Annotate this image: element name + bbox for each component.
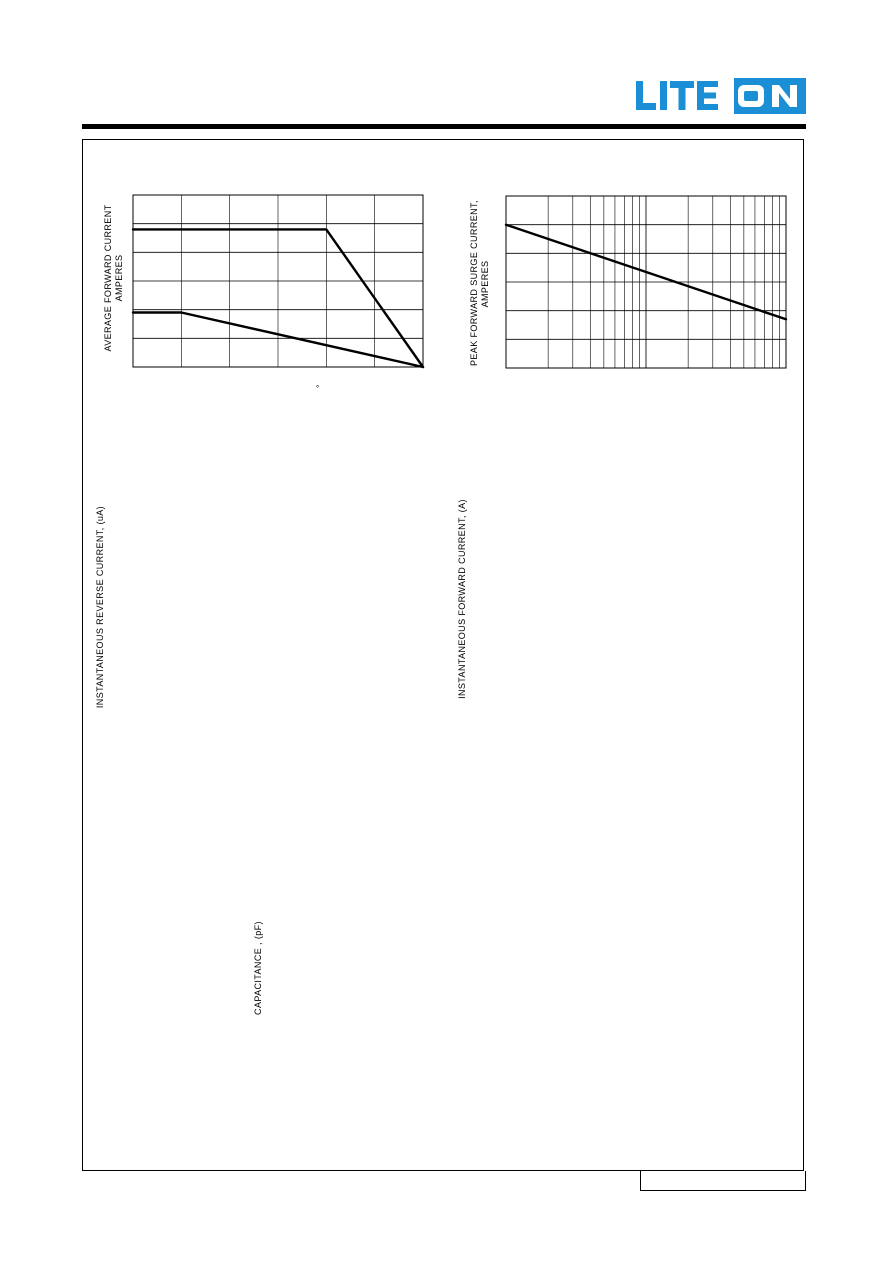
fig5-ylabel: [253, 903, 265, 1033]
fig1-ylabel: [103, 203, 127, 353]
fig3-ylabel-line1: INSTANTANEOUS REVERSE CURRENT, (uA): [95, 505, 105, 709]
fig2-surge-chart: [503, 193, 789, 371]
fig4-ylabel-line1: INSTANTANEOUS FORWARD CURRENT, (A): [457, 499, 467, 699]
fig5-capacitance-chart: [292, 832, 602, 1114]
fig4-ylabel: [457, 487, 469, 711]
fig1-derating-chart: [130, 193, 426, 371]
fig2-ylabel-line1: PEAK FORWARD SURGE CURRENT,: [469, 200, 479, 366]
fig1-ylabel-line1: AVERAGE FORWARD CURRENT: [103, 204, 113, 352]
liteon-logo: [636, 78, 806, 114]
header-rule: [82, 124, 806, 129]
footer-box: [640, 1171, 806, 1191]
fig3-reverse-current-chart: [132, 460, 432, 742]
fig2-ylabel-line2: AMPERES: [480, 260, 490, 308]
fig5-ylabel-line1: CAPACITANCE , (pF): [253, 921, 263, 1015]
fig3-ylabel: [95, 495, 107, 719]
fig2-ylabel: [469, 202, 493, 366]
fig4-forward-current-chart: [488, 460, 788, 742]
fig1-degree-mark: °: [316, 384, 320, 393]
fig1-ylabel-line2: AMPERES: [114, 254, 124, 302]
